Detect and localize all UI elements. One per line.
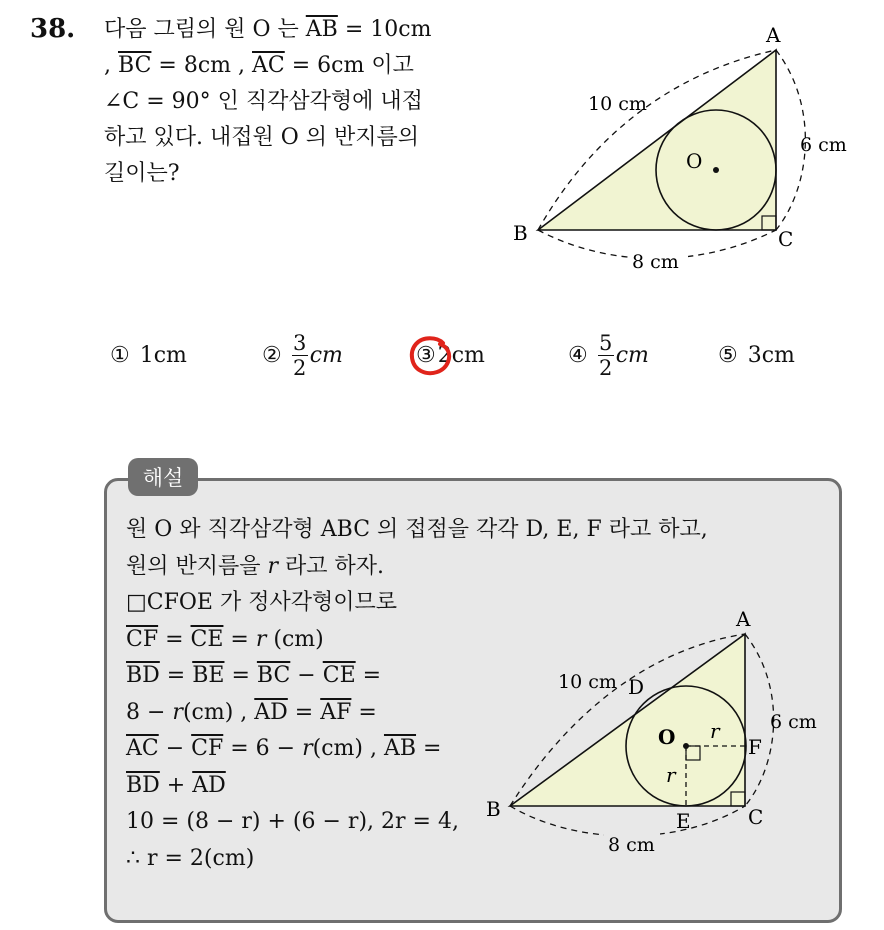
question-line-5: 길이는? — [104, 161, 180, 186]
question-line-2: , $\overline{BC} = 8cm$ , $\overline{AC} = 6cm$ 이고 — [104, 53, 414, 78]
solution-line-6: 8 − r(cm) , $\overline{AD} = \overline{AF}$ = — [126, 699, 377, 725]
choice-4-unit: cm — [615, 342, 649, 368]
choice-1-text: 1cm — [139, 342, 187, 368]
choice-4-number: ④ — [568, 342, 588, 368]
label-C-2: C — [748, 805, 764, 829]
label-ac-2: 6 cm — [770, 711, 817, 733]
label-O-2: O — [658, 725, 676, 749]
solution-line-7: $\overline{AC} - \overline{CF} = 6 - r(cm)$ , $\overline{AB}$ = — [126, 736, 442, 761]
choice-4[interactable] — [568, 325, 649, 385]
answer-circle-mark-icon — [407, 333, 457, 379]
solution-line-4: $\overline{CF} = \overline{CE} = r$ (cm) — [126, 626, 324, 652]
label-B-1: B — [513, 221, 528, 245]
triangle-figure-2 — [478, 594, 838, 866]
solution-line-2: 원의 반지름을 r 라고 하자. — [126, 553, 385, 579]
choice-2-fraction: $\frac{3}{2}$ — [293, 330, 307, 380]
label-r-horizontal-2: r — [710, 719, 720, 743]
question-line-3: ∠C = 90° 인 직각삼각형에 내접 — [104, 89, 423, 114]
center-point-1 — [713, 167, 719, 173]
label-F-2: F — [748, 735, 762, 759]
label-ab-2: 10 cm — [558, 671, 617, 693]
label-ab-1: 10 cm — [588, 93, 647, 115]
label-B-2: B — [486, 797, 501, 821]
label-A-2: A — [736, 607, 751, 631]
choice-2-number: ② — [262, 342, 282, 368]
choice-5-text: 3cm — [747, 342, 795, 368]
label-r-vertical-2: r — [666, 763, 676, 787]
solution-line-9: 10 = (8 − r) + (6 − r), 2r = 4, — [126, 809, 459, 834]
question-number: 38. — [30, 14, 76, 44]
choice-4-fraction: $\frac{5}{2}$ — [599, 330, 613, 380]
choice-2[interactable] — [262, 325, 343, 385]
solution-line-5: $\overline{BD} = \overline{BE} = \overline{BC} - \overline{CE}$ = — [126, 663, 382, 688]
choice-5[interactable] — [718, 325, 795, 385]
solution-line-3: □CFOE 가 정사각형이므로 — [126, 590, 397, 615]
choice-3-number: ③ — [416, 342, 436, 368]
choice-1-number: ① — [110, 342, 130, 368]
question-line-4: 하고 있다. 내접원 O 의 반지름의 — [104, 125, 420, 150]
label-C-1: C — [778, 227, 794, 251]
arc-bc-2 — [510, 806, 745, 836]
triangle-figure-1 — [500, 18, 870, 280]
label-D-2: D — [628, 675, 645, 699]
label-bc-1: 8 cm — [632, 251, 679, 273]
center-point-2 — [683, 743, 689, 749]
solution-line-8: $\overline{BD} + \overline{AD}$ — [126, 772, 226, 798]
solution-line-1: 원 O 와 직각삼각형 ABC 의 접점을 각각 D, E, F 라고 하고, — [126, 517, 708, 542]
label-ac-1: 6 cm — [800, 134, 847, 156]
label-A-1: A — [766, 23, 781, 47]
solution-line-10: ∴ r = 2(cm) — [126, 845, 255, 871]
question-line-1: 다음 그림의 원 O 는 $\overline{AB} = 10cm$ — [104, 17, 432, 42]
choice-2-unit: cm — [309, 342, 343, 368]
choice-3-text: 2cm — [437, 342, 485, 368]
label-O-1: O — [686, 149, 703, 173]
triangle-abc-1 — [538, 50, 776, 230]
label-bc-2: 8 cm — [608, 834, 655, 856]
question-text — [104, 12, 494, 192]
choice-1[interactable] — [110, 325, 187, 385]
label-E-2: E — [676, 809, 691, 833]
solution-tag: 해설 — [128, 458, 198, 496]
choice-5-number: ⑤ — [718, 342, 738, 368]
